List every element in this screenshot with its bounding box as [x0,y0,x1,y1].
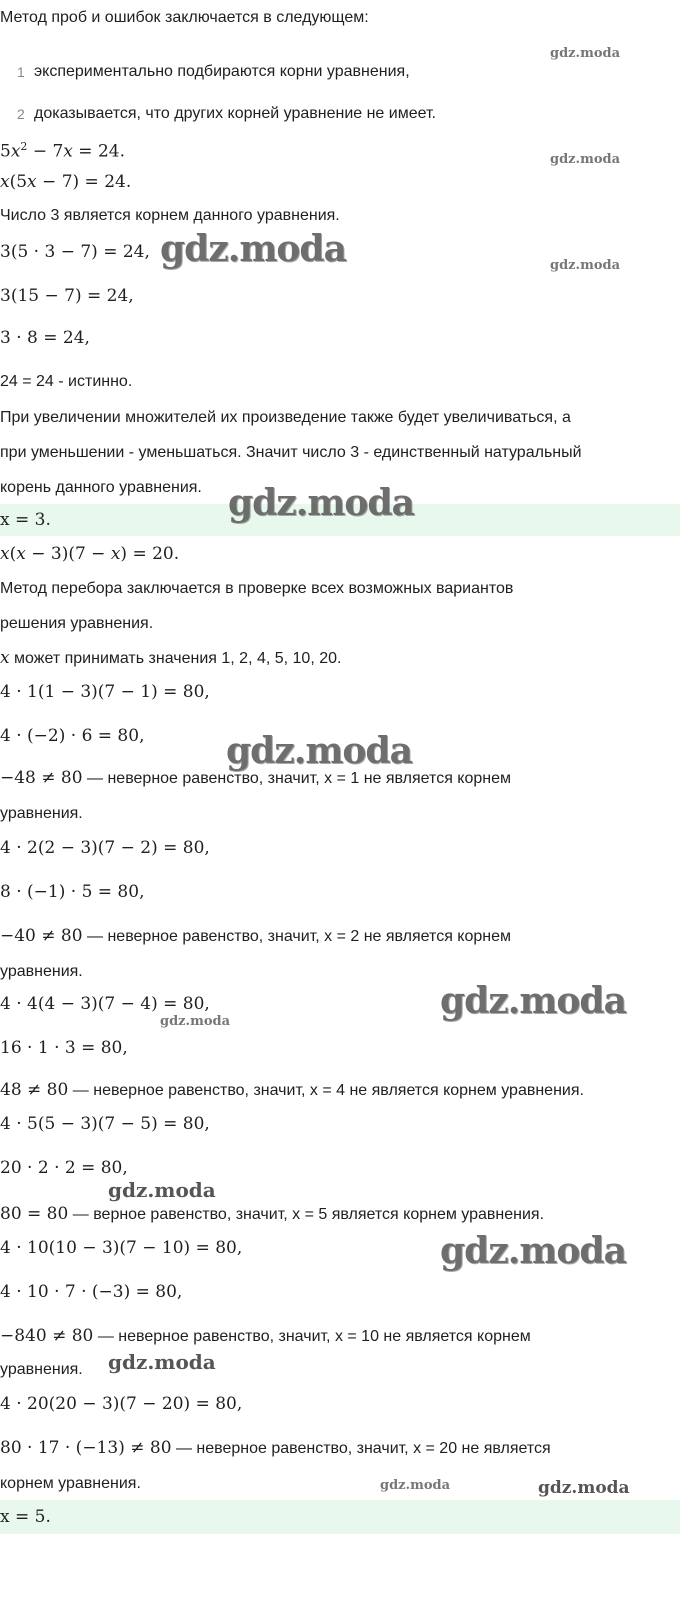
watermark-large: gdz.moda [226,730,412,772]
values-line: x может принимать значения 1, 2, 4, 5, 10, 20. [0,648,342,668]
step-text-2: доказывается, что других корней уравнение не имеет. [34,105,436,122]
try-20-tail: корнем уравнения. [0,1475,141,1492]
c20-text: — неверное равенство, значит, x = 20 не является [175,1440,551,1457]
step-number-1: 1 [17,64,25,80]
try-2-tail: уравнения. [0,963,83,980]
para1-line-2: при уменьшении - уменьшаться. Значит число 3 - единственный натуральный [0,444,582,461]
watermark-large: gdz.moda [228,482,414,524]
try-5-conclusion: 80 = 80 — верное равенство, значит, x = 5 является корнем уравнения. [0,1204,545,1224]
root-statement: Число 3 является корнем данного уравнения. [0,207,340,224]
c10-text: — неверное равенство, значит, x = 10 не является корнем [97,1328,531,1345]
watermark-small: gdz.moda [550,152,621,167]
step-number-2: 2 [17,106,25,122]
check-line-1: 3(5 · 3 − 7) = 24, [0,242,150,262]
try-5-line-1: 4 · 5(5 − 3)(7 − 5) = 80, [0,1114,210,1134]
para1-line-3: корень данного уравнения. [0,479,202,496]
para2-line-2: решения уравнения. [0,615,154,632]
answer-2: x = 5. [0,1507,51,1527]
try-4-line-1: 4 · 4(4 − 3)(7 − 4) = 80, [0,994,210,1014]
watermark-medium: gdz.moda [108,1350,216,1374]
try-1-tail: уравнения. [0,805,83,822]
try-10-conclusion: −840 ≠ 80 — неверное равенство, значит, x = 10 не является корнем [0,1326,531,1346]
c4-text: — неверное равенство, значит, x = 4 не является корнем уравнения. [72,1082,584,1099]
answer-1: x = 3. [0,510,51,530]
try-20-conclusion: 80 · 17 · (−13) ≠ 80 — неверное равенство, значит, x = 20 не является [0,1438,551,1458]
para1-line-1: При увеличении множителей их произведение также будет увеличиваться, а [0,409,571,426]
watermark-medium: gdz.moda [538,1478,630,1498]
try-4-conclusion: 48 ≠ 80 — неверное равенство, значит, x = 4 не является корнем уравнения. [0,1080,584,1100]
c1-text: — неверное равенство, значит, x = 1 не является корнем [87,770,512,787]
watermark-small: gdz.moda [550,46,621,61]
c5-text: — верное равенство, значит, x = 5 является корнем уравнения. [72,1206,545,1223]
para2-line-1: Метод перебора заключается в проверке всех возможных вариантов [0,580,514,597]
try-1-line-2: 4 · (−2) · 6 = 80, [0,726,145,746]
watermark-large: gdz.moda [440,1230,626,1272]
check-line-2: 3(15 − 7) = 24, [0,286,134,306]
watermark-large: gdz.moda [440,980,626,1022]
c2-text: — неверное равенство, значит, x = 2 не является корнем [87,928,512,945]
step-text-1: экспериментально подбираются корни уравнения, [34,63,410,80]
answer-box-2 [0,1500,680,1534]
try-1-conclusion: −48 ≠ 80 — неверное равенство, значит, x = 1 не является корнем [0,768,512,788]
try-4-line-2: 16 · 1 · 3 = 80, [0,1038,128,1058]
try-10-line-2: 4 · 10 · 7 · (−3) = 80, [0,1282,183,1302]
watermark-small: gdz.moda [550,258,621,273]
check-true: 24 = 24 - истинно. [0,373,133,390]
equation-1: $5x^2 - 7x = 24$. [0,140,125,162]
check-line-3: 3 · 8 = 24, [0,328,90,348]
watermark-small: gdz.moda [160,1014,231,1029]
try-10-line-1: 4 · 10(10 − 3)(7 − 10) = 80, [0,1238,243,1258]
equation-1-factored: x(5x − 7) = 24. [0,172,132,192]
try-10-tail: уравнения. [0,1361,83,1378]
try-5-line-2: 20 · 2 · 2 = 80, [0,1158,128,1178]
intro-text: Метод проб и ошибок заключается в следующем: [0,9,369,26]
equation-2: x(x − 3)(7 − x) = 20. [0,544,180,564]
try-2-conclusion: −40 ≠ 80 — неверное равенство, значит, x = 2 не является корнем [0,926,512,946]
try-1-line-1: 4 · 1(1 − 3)(7 − 1) = 80, [0,682,210,702]
watermark-large: gdz.moda [160,228,346,270]
try-20-line-1: 4 · 20(20 − 3)(7 − 20) = 80, [0,1394,243,1414]
try-2-line-2: 8 · (−1) · 5 = 80, [0,882,145,902]
watermark-small: gdz.moda [380,1478,451,1493]
values-text: может принимать значения 1, 2, 4, 5, 10, 20. [14,650,342,667]
watermark-medium: gdz.moda [108,1178,216,1202]
try-2-line-1: 4 · 2(2 − 3)(7 − 2) = 80, [0,838,210,858]
